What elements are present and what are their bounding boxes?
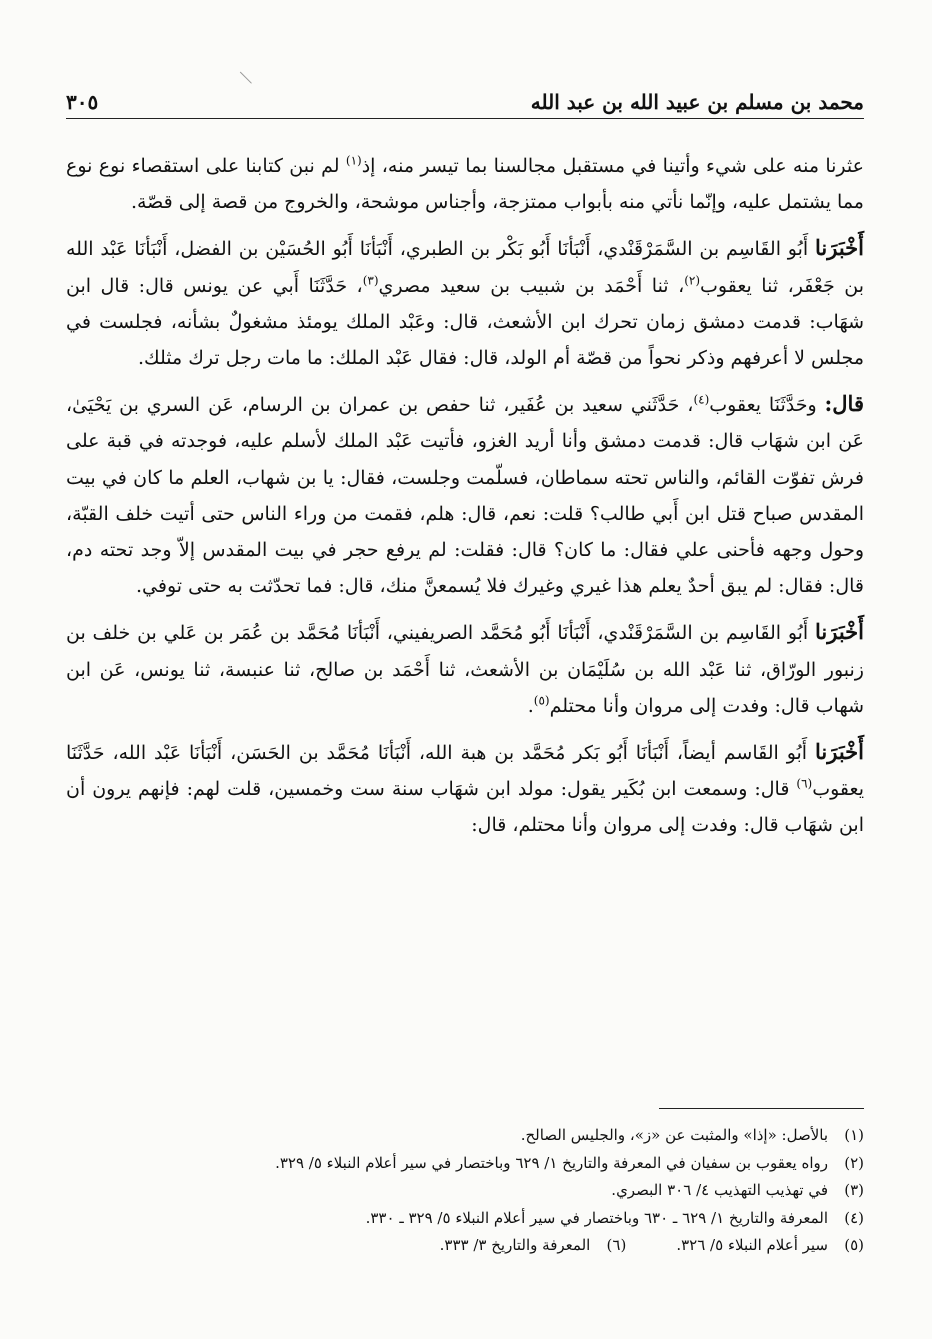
footnotes (66, 1122, 864, 1260)
paragraph-text: وحَدَّثَنَا يعقوب (709, 394, 825, 417)
paragraph-text: لم نبن كتابنا على استقصاء نوع نوع مما يشتمل عليه، وإنّما نأتي منه بأبواب ممتزجة، وأجناس موشحة، والخروج من قصة إلى قصّة. (66, 155, 864, 214)
footnote-number: (٣) (844, 1181, 864, 1199)
paragraph-text: ، حَدَّثَنَا أَبي عن يونس قال: قال ابن شهَاب: قدمت دمشق زمان تحرك ابن الأشعث، قال: وعَبْد الملك يومئذ مشغولٌ بشأنه، فجلست في مجلس لا أعرفهم وذكر نحواً من قصّة أم الولد، قال: فقال عَبْد الملك: ما مات رجل ترك مثلك. (66, 274, 864, 370)
header-title: محمد بن مسلم بن عبيد الله بن عبد الله (530, 90, 864, 114)
page-number: ٣٠٥ (66, 90, 99, 114)
footnote-text: في تهذيب التهذيب ٤/ ٣٠٦ البصري. (611, 1181, 828, 1199)
paragraph-lead-word: أَخْبَرَنا (815, 739, 864, 765)
footnote-number: (٤) (844, 1208, 864, 1227)
footnote-reference: (٥) (533, 693, 550, 708)
footnote-text: المعرفة والتاريخ ٣/ ٣٣٣. (439, 1236, 591, 1254)
footnote-number: (٦) (606, 1236, 627, 1254)
footnote-text: سير أعلام النبلاء ٥/ ٣٢٦. (676, 1236, 828, 1254)
footnote-item (66, 1177, 864, 1205)
paragraph-text: ، ثنا أَحْمَد بن شبيب بن سعيد مصري (378, 274, 685, 297)
footnote-item-pair (66, 1232, 864, 1260)
footnote-number: (١) (844, 1126, 864, 1144)
footnote-number: (٢) (844, 1153, 864, 1172)
paragraph (66, 148, 864, 220)
header-divider (66, 118, 864, 119)
footnote-text: بالأصل: «إذا» والمثبت عن «ز»، والجليس الصالح. (520, 1126, 828, 1144)
paragraph-lead-word: قال: (824, 391, 864, 417)
paragraph-text: . (527, 694, 534, 717)
paragraph (66, 734, 864, 844)
footnote-text: رواه يعقوب بن سفيان في المعرفة والتاريخ ١/ ٦٢٩ وباختصار في سير أعلام النبلاء ٥/ ٣٢٩. (275, 1153, 828, 1172)
footnote-number: (٥) (844, 1236, 864, 1254)
paragraph-text: أَبُو القَاسِم بن السَّمَرْقَنْدي، أَنْبَأنَا أَبُو بَكْر بن الطبري، أَنْبَأنَا أَبُو الحُسَيْن بن الفضل، أَنْبَأنَا عَبْد الله بن جَعْفَر، ثنا يعقوب (66, 238, 864, 297)
footnote-item (66, 1205, 864, 1233)
footnote-reference: (٣) (362, 273, 379, 288)
paragraph-lead-word: أَخْبَرَنا (815, 235, 864, 261)
paragraph (66, 230, 864, 376)
footnote-reference: (١) (345, 153, 362, 168)
paragraph (66, 386, 864, 604)
main-text (66, 148, 864, 844)
paragraph (66, 614, 864, 724)
footnote-reference: (٦) (796, 776, 813, 791)
paragraph-text: ، حَدَّثَني سعيد بن عُفَير، ثنا حفص بن عمران بن الرسام، عَن السري بن يَحْيَىٰ، عَن ابن شهَاب قال: قدمت دمشق وأنا أريد الغزو، فأتيت عَبْد الملك لأسلم عليه، فوجدته في قبة على فرش تفوّت القائم، والناس تحته سماطان، فسلّمت وجلست، فقال: يا بن شهاب، العلم ما كان في بيت المقدس صباح قتل ابن أَبي طالب؟ قلت: نعم، قال: هلم، فقمت من وراء الناس حتى أتيت خلف القبّة، وحول وجهه فأحنى علي فقال: ما كان؟ قال: فقلت: لم يرفع حجر في بيت المقدس إلاّ وجد تحته دم، قال: فقال: لم يبق أحدٌ يعلم هذا غيري وغيرك فلا يُسمعنَّ منك، قال: فما تحدّثت به حتى توفي. (66, 394, 864, 598)
footnote-item (66, 1122, 864, 1150)
footnote-item (66, 1150, 864, 1178)
paragraph-text: أَبُو القَاسِم بن السَّمَرْقَنْدي، أَنْبَأنَا أَبُو مُحَمَّد الصريفيني، أَنْبَأنَا مُحَمَّد بن عُمَر بن عَلي بن خلف بن زنبور الورّاق، ثنا عَبْد الله بن سُلَيْمَان بن الأشعث، ثنا أَحْمَد بن صالح، ثنا عنبسة، ثنا يونس، عَن ابن شهاب قال: وفدت إلى مروان وأنا محتلم (66, 622, 864, 717)
footnote-reference: (٢) (684, 273, 701, 288)
running-header (66, 78, 864, 114)
paragraph-text: عثرنا منه على شيء وأتينا في مستقبل مجالسنا بما تيسر منه، إذ (361, 155, 864, 177)
footnote-text: المعرفة والتاريخ ١/ ٦٢٩ ـ ٦٣٠ وباختصار في سير أعلام النبلاء ٥/ ٣٢٩ ـ ٣٣٠. (365, 1208, 828, 1227)
footnote-divider (659, 1108, 864, 1109)
footnote-item (440, 1232, 627, 1260)
paragraph-lead-word: أَخْبَرَنا (815, 619, 864, 645)
footnote-reference: (٤) (693, 392, 710, 407)
paragraph-text: أَبُو القَاسم أيضاً، أَنْبَأنَا أَبُو بَكر مُحَمَّد بن هبة الله، أَنْبَأنَا مُحَمَّد بن الحَسَن، أَنْبَأنَا عَبْد الله، حَدَّثَنَا يعقوب (66, 742, 864, 801)
paragraph-text: قال: وسمعت ابن بُكَير يقول: مولد ابن شهَاب سنة ست وخمسين، قلت لهم: فإنهم يرون أن ابن شهَاب قال: وفدت إلى مروان وأنا محتلم، قال: (66, 778, 864, 837)
footnote-item (676, 1232, 864, 1260)
